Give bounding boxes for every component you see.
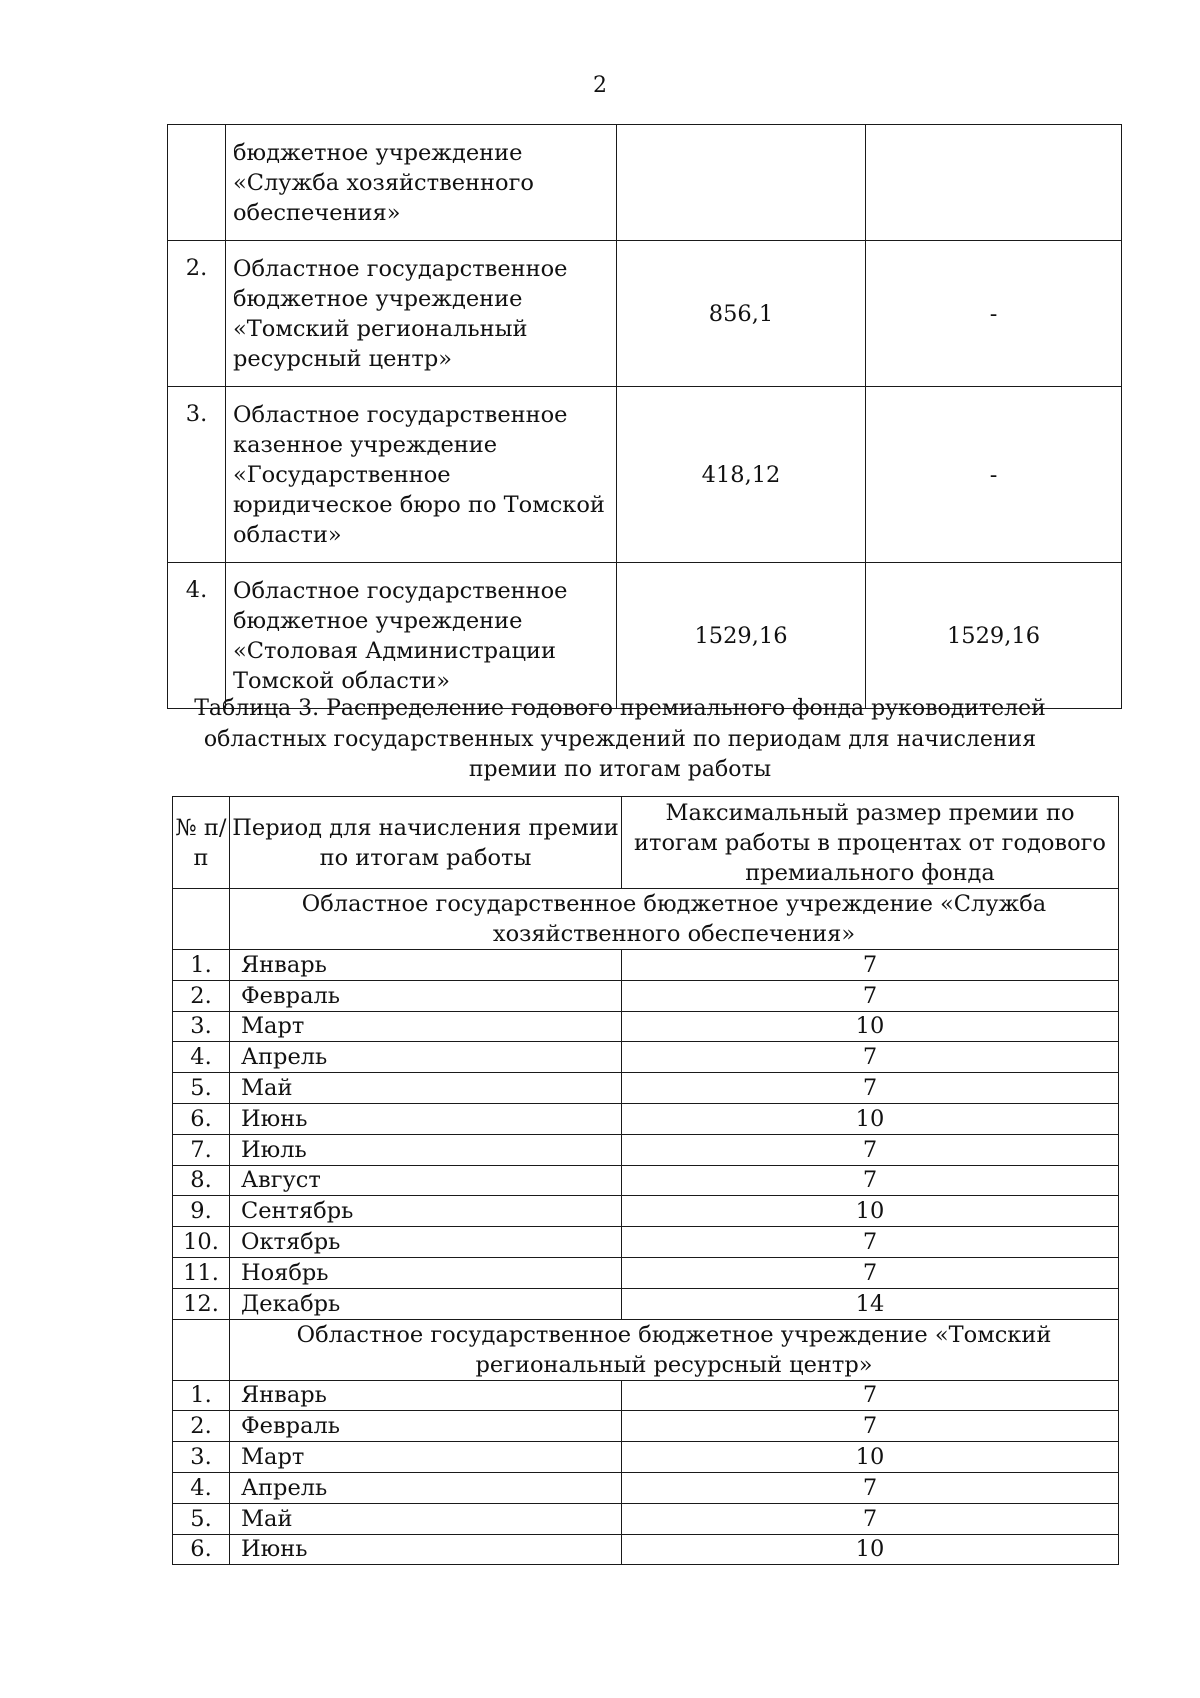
row-number: 2.	[173, 980, 230, 1011]
table-row	[173, 1503, 1119, 1534]
table-2-continuation	[167, 124, 1122, 709]
row-number: 4.	[173, 1472, 230, 1503]
row-number: 3.	[173, 1011, 230, 1042]
value-cell: 7	[622, 1380, 1119, 1411]
value-cell: 7	[622, 1411, 1119, 1442]
value-cell: 1529,16	[866, 563, 1122, 709]
value-cell: 7	[622, 1227, 1119, 1258]
row-number	[168, 125, 226, 241]
row-number: 1.	[173, 1380, 230, 1411]
section-header-row	[173, 889, 1119, 950]
value-cell: 7	[622, 1073, 1119, 1104]
institution-name: Областное государственное бюджетное учреждение «Томский региональный ресурсный центр»	[226, 241, 617, 387]
period-cell: Февраль	[230, 980, 622, 1011]
section-title: Областное государственное бюджетное учреждение «Служба хозяйственного обеспечения»	[230, 889, 1119, 950]
section-header-row	[173, 1319, 1119, 1380]
table-header-row	[173, 797, 1119, 889]
table-row	[168, 563, 1122, 709]
value-cell: -	[866, 241, 1122, 387]
row-number: 11.	[173, 1257, 230, 1288]
table-row	[168, 125, 1122, 241]
table-row	[173, 980, 1119, 1011]
period-cell: Май	[230, 1073, 622, 1104]
row-number: 5.	[173, 1503, 230, 1534]
period-cell: Июль	[230, 1134, 622, 1165]
value-cell: 14	[622, 1288, 1119, 1319]
period-cell: Апрель	[230, 1042, 622, 1073]
value-cell: 10	[622, 1103, 1119, 1134]
row-number: 7.	[173, 1134, 230, 1165]
table-row	[168, 387, 1122, 563]
value-cell: 856,1	[617, 241, 866, 387]
table-3-caption: Таблица 3. Распределение годового премиального фонда руководителей областных государственных учреждений по периодам для начисления премии по итогам работы	[194, 696, 1046, 782]
row-number: 3.	[173, 1442, 230, 1473]
table-row	[173, 1227, 1119, 1258]
row-number: 2.	[168, 241, 226, 387]
table-row	[173, 1196, 1119, 1227]
row-number: 10.	[173, 1227, 230, 1258]
value-cell: 7	[622, 950, 1119, 981]
value-cell: 7	[622, 1042, 1119, 1073]
table-row	[173, 1411, 1119, 1442]
institution-name: Областное государственное казенное учреждение «Государственное юридическое бюро по Томской области»	[226, 387, 617, 563]
period-cell: Март	[230, 1011, 622, 1042]
period-cell: Апрель	[230, 1472, 622, 1503]
row-number: 3.	[168, 387, 226, 563]
table-row	[173, 1288, 1119, 1319]
row-number: 4.	[173, 1042, 230, 1073]
table-3	[172, 796, 1119, 1565]
period-cell: Февраль	[230, 1411, 622, 1442]
row-number: 12.	[173, 1288, 230, 1319]
value-cell: 418,12	[617, 387, 866, 563]
period-cell: Май	[230, 1503, 622, 1534]
row-number: 8.	[173, 1165, 230, 1196]
table-row	[173, 1257, 1119, 1288]
section-title: Областное государственное бюджетное учреждение «Томский региональный ресурсный центр»	[230, 1319, 1119, 1380]
period-cell: Март	[230, 1442, 622, 1473]
row-number: 4.	[168, 563, 226, 709]
value-cell: 7	[622, 1165, 1119, 1196]
table-row	[173, 950, 1119, 981]
value-cell: 7	[622, 1472, 1119, 1503]
period-cell: Январь	[230, 1380, 622, 1411]
row-number: 5.	[173, 1073, 230, 1104]
period-cell: Август	[230, 1165, 622, 1196]
table-row	[173, 1011, 1119, 1042]
table-row	[173, 1073, 1119, 1104]
table-row	[173, 1442, 1119, 1473]
value-cell: 1529,16	[617, 563, 866, 709]
table-row	[168, 241, 1122, 387]
table-row	[173, 1380, 1119, 1411]
value-cell: 10	[622, 1534, 1119, 1565]
value-cell: 7	[622, 1257, 1119, 1288]
table-row	[173, 1165, 1119, 1196]
value-cell	[866, 125, 1122, 241]
value-cell: 7	[622, 980, 1119, 1011]
section-number-empty	[173, 889, 230, 950]
table-row	[173, 1042, 1119, 1073]
table-row	[173, 1103, 1119, 1134]
row-number: 1.	[173, 950, 230, 981]
header-period: Период для начисления премии по итогам работы	[230, 797, 622, 889]
institution-name: бюджетное учреждение «Служба хозяйственного обеспечения»	[226, 125, 617, 241]
period-cell: Октябрь	[230, 1227, 622, 1258]
value-cell: 7	[622, 1503, 1119, 1534]
value-cell: 10	[622, 1011, 1119, 1042]
period-cell: Декабрь	[230, 1288, 622, 1319]
value-cell: -	[866, 387, 1122, 563]
value-cell: 7	[622, 1134, 1119, 1165]
section-number-empty	[173, 1319, 230, 1380]
period-cell: Январь	[230, 950, 622, 981]
table-row	[173, 1534, 1119, 1565]
page-number: 2	[593, 73, 607, 98]
table-row	[173, 1134, 1119, 1165]
period-cell: Июнь	[230, 1534, 622, 1565]
institution-name: Областное государственное бюджетное учреждение «Столовая Администрации Томской области»	[226, 563, 617, 709]
row-number: 2.	[173, 1411, 230, 1442]
period-cell: Июнь	[230, 1103, 622, 1134]
header-number: № п/п	[173, 797, 230, 889]
value-cell: 10	[622, 1196, 1119, 1227]
period-cell: Сентябрь	[230, 1196, 622, 1227]
value-cell	[617, 125, 866, 241]
value-cell: 10	[622, 1442, 1119, 1473]
row-number: 9.	[173, 1196, 230, 1227]
table-row	[173, 1472, 1119, 1503]
period-cell: Ноябрь	[230, 1257, 622, 1288]
row-number: 6.	[173, 1534, 230, 1565]
header-value: Максимальный размер премии по итогам работы в процентах от годового премиального фонда	[622, 797, 1119, 889]
row-number: 6.	[173, 1103, 230, 1134]
